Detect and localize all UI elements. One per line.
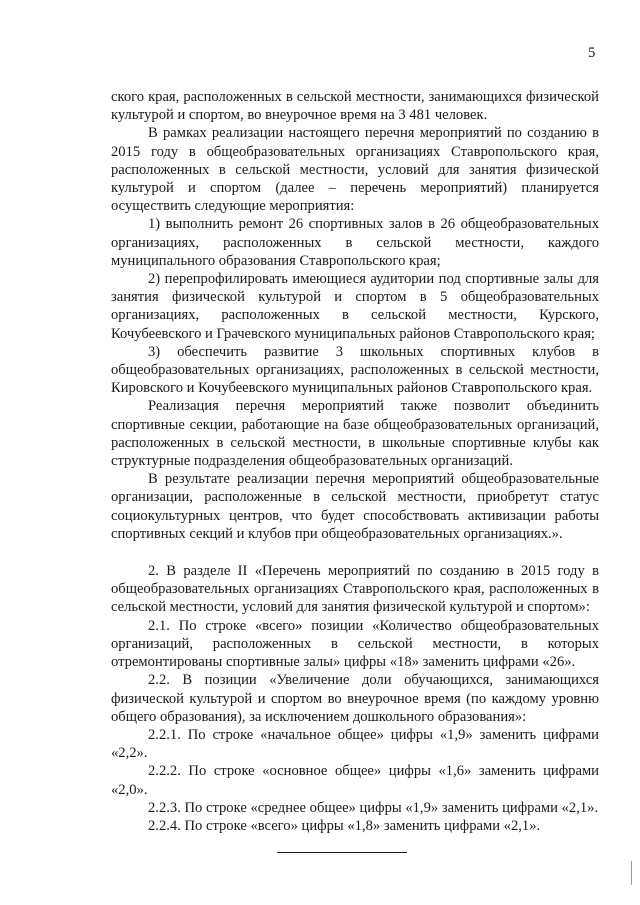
item-2-2: 2.2. В позиции «Увеличение доли обучающихся, занимающихся физической культурой и спортом во внеурочное время (по каждому уровню общего образования), за исключением дошкольного образования»: [111,672,599,725]
paragraph-gap [111,543,599,562]
footer-divider [277,852,407,853]
scan-edge-mark [631,861,632,885]
section-2-heading: 2. В разделе II «Перечень мероприятий по созданию в 2015 году в общеобразовательных организациях Ставропольского края, расположенных в сельской местности, условий для занятия физической культурой и спортом»: [111,563,599,616]
item-2-2-3: 2.2.3. По строке «среднее общее» цифры «1,9» заменить цифрами «2,1». [148,799,599,816]
paragraph-4: В результате реализации перечня мероприятий общеобразовательные организации, расположенные в сельской местности, приобретут статус социокультурных центров, что будет способствовать активизации работы спортивных секций и клубов при общеобразовательных организациях.». [111,471,599,542]
item-2-2-4: 2.2.4. По строке «всего» цифры «1,8» заменить цифрами «2,1». [148,817,541,834]
paragraph-2: В рамках реализации настоящего перечня мероприятий по созданию в 2015 году в общеобразовательных организациях Ставропольского края, расположенных в сельской местности, условий для занятия физической культурой и спортом (далее – перечень мероприятий) планируется осуществить следующие мероприятия: [111,125,599,215]
list-item-1: 1) выполнить ремонт 26 спортивных залов в 26 общеобразовательных организациях, расположенных в сельской местности, каждого муниципального образования Ставропольского края; [111,216,599,269]
item-2-2-1: 2.2.1. По строке «начальное общее» цифры «1,9» заменить цифрами «2,2». [111,726,599,762]
item-2-1: 2.1. По строке «всего» позиции «Количество общеобразовательных организаций, расположенных в сельской местности, в которых отремонтированы спортивные залы» цифры «18» заменить цифрами «26». [111,617,599,671]
body-text [111,88,599,835]
list-item-3: 3) обеспечить развитие 3 школьных спортивных клубов в общеобразовательных организациях, расположенных в сельской местности, Кировского и Кочубеевского муниципальных районов Ставропольского края. [111,343,599,397]
item-2-2-2: 2.2.2. По строке «основное общее» цифры «1,6» заменить цифрами «2,0». [111,763,599,798]
list-item-2: 2) перепрофилировать имеющиеся аудитории под спортивные залы для занятия физической культурой и спортом в 5 общеобразовательных организациях, расположенных в сельской местности, Курского, Кочубеевского и Грачевского муниципальных районов Ставропольского края; [111,271,599,342]
paragraph-3: Реализация перечня мероприятий также позволит объединить спортивные секции, работающие на базе общеобразовательных организаций, расположенных в сельской местности, в школьные спортивные клубы как структурные подразделения общеобразовательных организаций. [111,398,599,470]
paragraph-1: ского края, расположенных в сельской местности, занимающихся физической культурой и спортом, во внеурочное время на 3 481 человек. [111,89,599,124]
page-number: 5 [588,45,596,61]
